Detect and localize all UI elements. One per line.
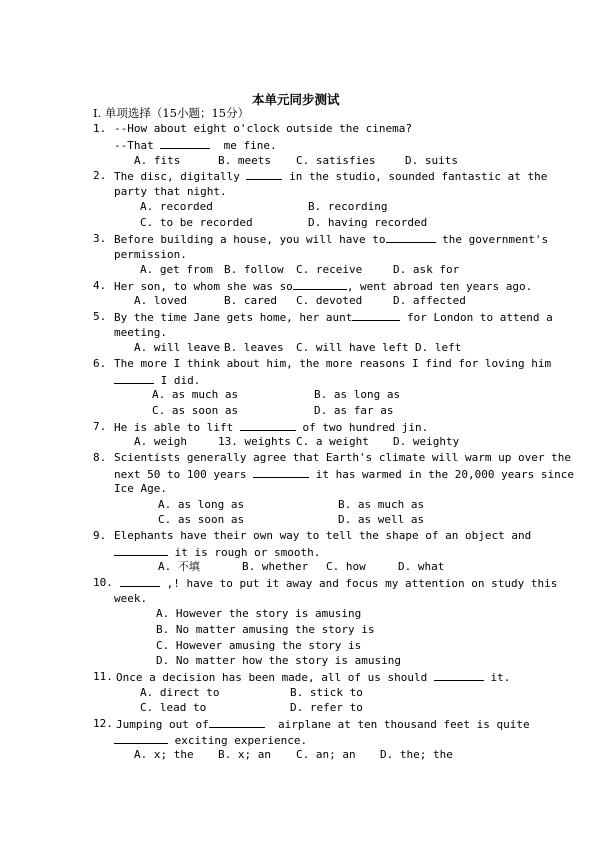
question-stem: week.: [114, 592, 148, 605]
option-c: C. However amusing the story is: [156, 639, 362, 652]
stem-text: I did.: [160, 374, 201, 387]
answer-blank: [120, 575, 160, 587]
option-a: A. will leave: [134, 341, 221, 354]
option-d: D. having recorded: [308, 216, 428, 229]
option-b: B. x; an: [218, 748, 271, 761]
stem-text: in the studio, sounded fantastic at the: [289, 170, 548, 183]
option-d: D. affected: [393, 294, 466, 307]
option-b: B. recording: [308, 200, 388, 213]
option-c: C. devoted: [296, 294, 363, 307]
question-stem: [114, 732, 307, 748]
stem-text: The disc, digitally: [114, 170, 240, 183]
answer-blank: [114, 732, 168, 744]
question-stem: [114, 168, 547, 184]
option-a: A. weigh: [134, 435, 187, 448]
option-b: 13. weights: [218, 435, 291, 448]
option-c: C. to be recorded: [140, 216, 253, 229]
stem-text: next 50 to 100 years: [114, 468, 247, 481]
option-a: A. x; the: [134, 748, 194, 761]
stem-text: By the time Jane gets home, her aunt: [114, 311, 353, 324]
option-a: A. fits: [134, 154, 181, 167]
option-c: C. how: [326, 560, 366, 573]
stem-text: it.: [490, 671, 511, 684]
question-stem: [116, 716, 530, 732]
option-c: C. satisfies: [296, 154, 376, 167]
question-number: 9.: [93, 529, 107, 542]
page-title: 本单元同步测试: [252, 92, 340, 107]
option-a: A. loved: [134, 294, 187, 307]
stem-text: airplane at ten thousand feet is quite: [277, 718, 530, 731]
option-d: D. the; the: [380, 748, 453, 761]
stem-text: Her son, to whom she was so: [114, 280, 293, 293]
option-d: D. refer to: [290, 701, 363, 714]
question-stem: [114, 466, 574, 482]
option-a: A. direct to: [140, 686, 220, 699]
stem-text: of two hundred jin.: [302, 421, 429, 434]
question-stem: Ice Age.: [114, 482, 167, 495]
option-a: A. 不填: [158, 560, 200, 573]
option-b: B. follow: [224, 263, 284, 276]
stem-text: Jumping out of: [116, 718, 209, 731]
section-heading: I. 单项选择（15小题；15分）: [93, 106, 250, 120]
option-a: A. as much as: [152, 388, 239, 401]
question-number: 7.: [93, 420, 107, 433]
question-number: 12.: [93, 717, 113, 730]
question-stem: Elephants have their own way to tell the shape of an object and: [114, 529, 532, 542]
option-c: C. as soon as: [158, 513, 245, 526]
answer-blank: [352, 309, 400, 321]
question-stem: [114, 309, 553, 325]
question-number: 1.: [93, 122, 107, 135]
option-b: B. stick to: [290, 686, 363, 699]
option-d: D. suits: [405, 154, 458, 167]
answer-blank: [293, 278, 347, 290]
answer-blank: [253, 466, 309, 478]
option-a: A. recorded: [140, 200, 213, 213]
question-stem: [114, 544, 320, 560]
option-b: B. as long as: [314, 388, 401, 401]
stem-text: , went abroad ten years ago.: [346, 280, 533, 293]
question-number: 3.: [93, 232, 107, 245]
question-number: 5.: [93, 310, 107, 323]
stem-text: the government's: [442, 233, 549, 246]
option-d: D. weighty: [393, 435, 460, 448]
option-c: C. a weight: [296, 435, 369, 448]
stem-text: ,! have to put it away and focus my attention on study this: [166, 577, 558, 590]
stem-text: for London to attend a: [407, 311, 553, 324]
answer-blank: [160, 137, 210, 149]
question-number: 8.: [93, 451, 107, 464]
question-stem: [114, 278, 532, 294]
option-b: B. leaves: [224, 341, 284, 354]
question-stem: [116, 669, 510, 685]
stem-text: it has warmed in the 20,000 years since: [315, 468, 574, 481]
option-c: C. an; an: [296, 748, 356, 761]
question-number: 6.: [93, 357, 107, 370]
answer-blank: [209, 716, 265, 728]
question-number: 4.: [93, 279, 107, 292]
option-d: D. as far as: [314, 404, 394, 417]
answer-blank: [240, 419, 296, 431]
option-c: C. receive: [296, 263, 363, 276]
stem-text: Before building a house, you will have to: [114, 233, 386, 246]
option-a: A. get from: [140, 263, 213, 276]
option-b: B. No matter amusing the story is: [156, 623, 375, 636]
question-stem: Scientists generally agree that Earth's climate will warm up over the: [114, 451, 571, 464]
option-d: D. left: [415, 341, 462, 354]
option-d: D. ask for: [393, 263, 460, 276]
question-stem: party that night.: [114, 185, 227, 198]
option-a: A. However the story is amusing: [156, 607, 362, 620]
option-a: A. as long as: [158, 498, 245, 511]
question-number: 10.: [93, 576, 113, 589]
option-c: C. will have left: [296, 341, 409, 354]
question-stem: [114, 419, 428, 435]
answer-blank: [114, 544, 168, 556]
option-d: D. as well as: [338, 513, 425, 526]
answer-blank: [386, 231, 436, 243]
question-stem: meeting.: [114, 326, 167, 339]
stem-text: He is able to lift: [114, 421, 234, 434]
answer-blank: [246, 168, 282, 180]
stem-text: Once a decision has been made, all of us should: [116, 671, 428, 684]
option-b: B. meets: [218, 154, 271, 167]
question-stem: permission.: [114, 248, 187, 261]
question-stem: The more I think about him, the more reasons I find for loving him: [114, 357, 552, 370]
question-stem: [120, 575, 557, 591]
question-stem: [114, 372, 200, 388]
stem-text: --That: [114, 139, 154, 152]
question-number: 11.: [93, 670, 113, 683]
answer-blank: [114, 372, 154, 384]
option-c: C. lead to: [140, 701, 207, 714]
option-d: D. what: [398, 560, 445, 573]
option-d: D. No matter how the story is amusing: [156, 654, 402, 667]
question-stem: --How about eight o'clock outside the cinema?: [114, 122, 413, 135]
option-b: B. cared: [224, 294, 277, 307]
question-stem: [114, 137, 277, 153]
answer-blank: [434, 669, 484, 681]
question-number: 2.: [93, 169, 107, 182]
option-b: B. whether: [242, 560, 309, 573]
stem-text: it is rough or smooth.: [174, 546, 321, 559]
option-b: B. as much as: [338, 498, 425, 511]
stem-text: me fine.: [223, 139, 277, 152]
option-c: C. as soon as: [152, 404, 239, 417]
stem-text: exciting experience.: [174, 734, 308, 747]
question-stem: [114, 231, 548, 247]
